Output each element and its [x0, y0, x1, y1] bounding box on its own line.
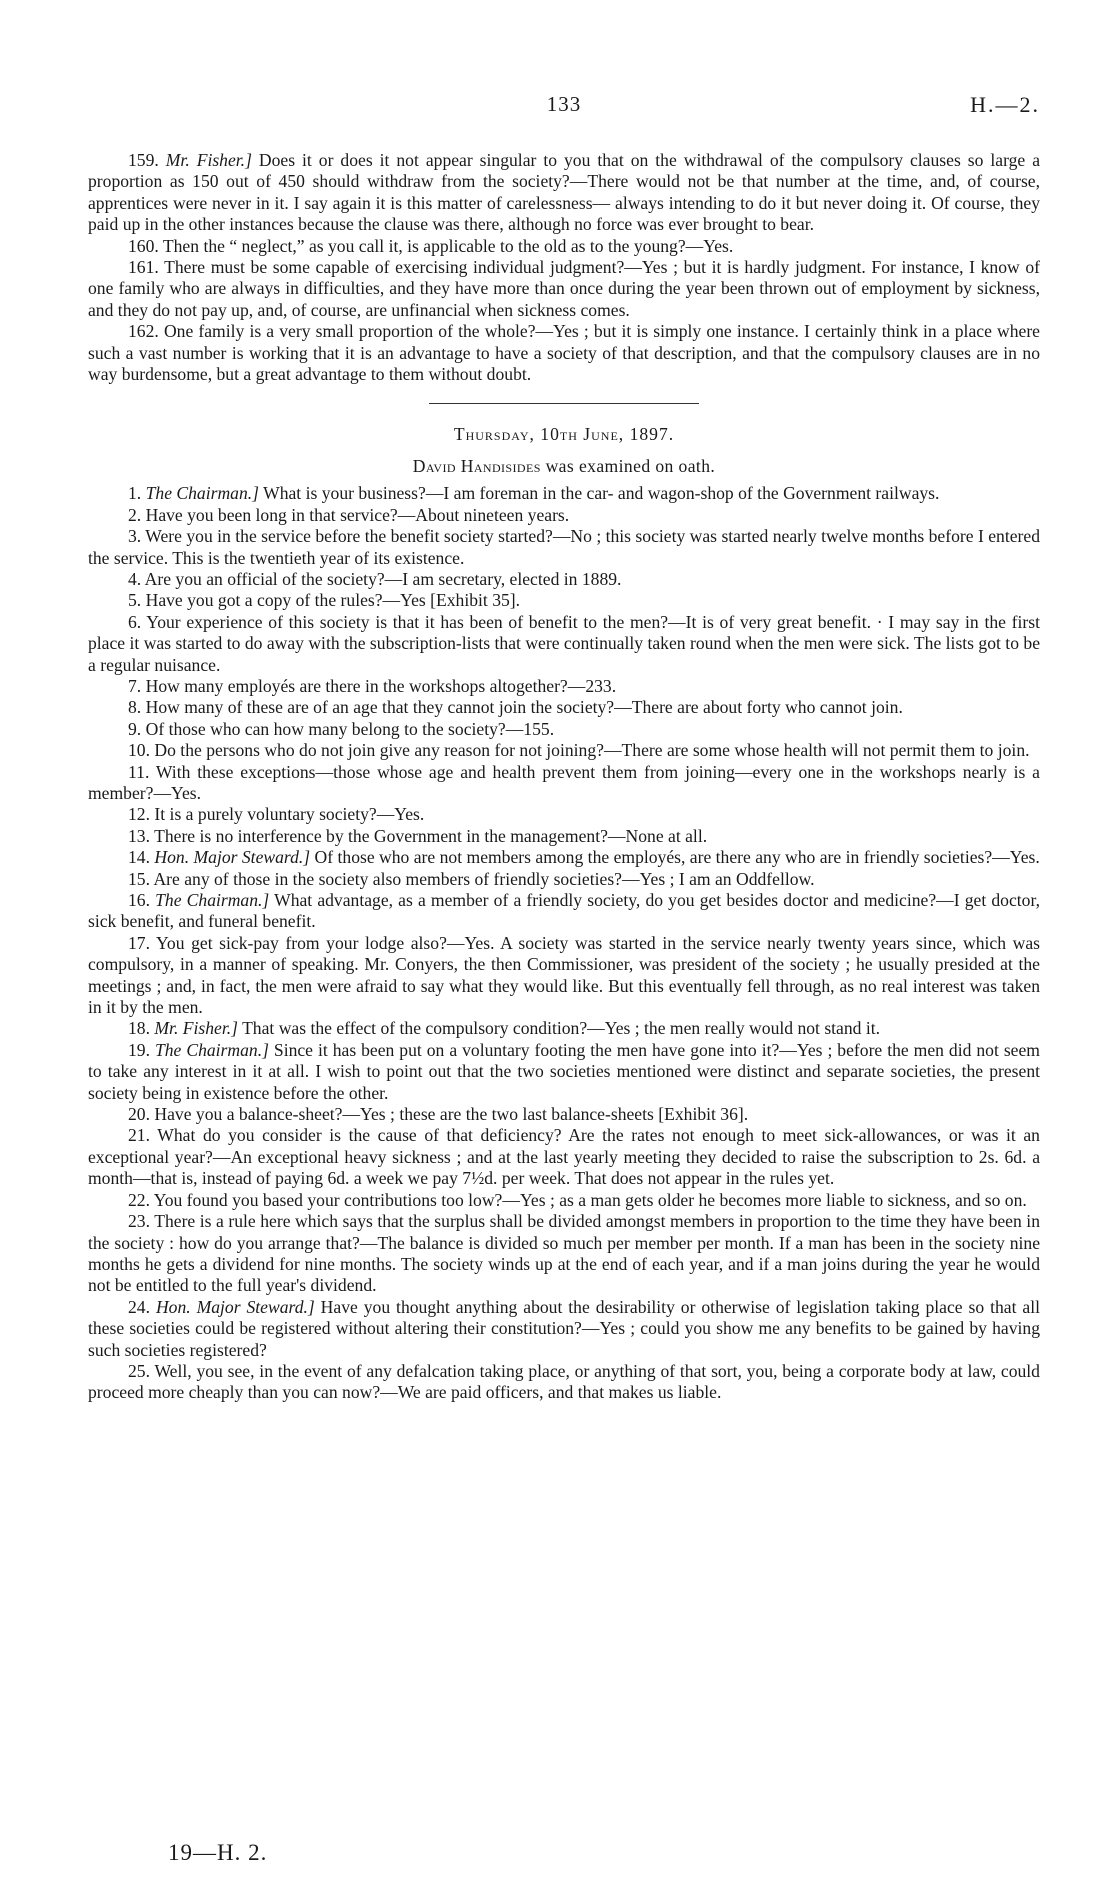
speaker-name: The Chairman.]	[154, 1039, 269, 1060]
question-text: Of those who are not members among the employés, are there any who are in friendly societies?—Yes.	[310, 847, 1040, 868]
question-paragraph	[88, 804, 1040, 825]
speaker-name: Mr. Fisher.]	[165, 150, 252, 170]
question-text: Do the persons who do not join give any reason for not joining?—There are some whose health will not permit them to join.	[154, 740, 1030, 761]
question-number: 4.	[128, 568, 142, 589]
question-paragraph	[88, 612, 1040, 676]
question-paragraph	[88, 150, 1040, 236]
question-paragraph	[88, 257, 1040, 321]
question-paragraph	[88, 740, 1040, 761]
question-paragraph	[88, 1040, 1040, 1104]
question-paragraph	[88, 869, 1040, 890]
question-text: What advantage, as a member of a friendly society, do you get besides doctor and medicine?—I get doctor, sick benefit, and funeral benefit.	[88, 890, 1040, 932]
question-paragraph	[88, 933, 1040, 1019]
question-text: Then the “ neglect,” as you call it, is applicable to the old as to the young?—Yes.	[162, 235, 734, 256]
witness-line	[88, 456, 1040, 477]
question-number: 20.	[128, 1104, 150, 1125]
question-paragraph	[88, 505, 1040, 526]
question-text: Were you in the service before the benefit society started?—No ; this society was started nearly twelve months before I entered the service. This is the twentieth year of its existence.	[88, 526, 1040, 568]
question-number: 1.	[128, 483, 142, 504]
section-divider	[429, 403, 699, 404]
question-text: What do you consider is the cause of that deficiency? Are the rates not enough to meet sick-allowances, or was it an exceptional year?—An exceptional heavy sickness ; and at the last yearly meeting they decided to raise the subscription to 2s. 6d. a month—that is, instead of paying 6d. a week we pay 7½d. per week. That does not appear in the rules yet.	[88, 1125, 1040, 1189]
question-paragraph	[88, 762, 1040, 805]
question-number: 8.	[128, 697, 142, 718]
question-number: 25.	[128, 1360, 150, 1381]
question-paragraph	[88, 1297, 1040, 1361]
question-text: How many of these are of an age that they cannot join the society?—There are about forty who cannot join.	[145, 697, 903, 718]
question-text: What is your business?—I am foreman in the car- and wagon-shop of the Government railways.	[259, 483, 940, 504]
question-text: That was the effect of the compulsory condition?—Yes ; the men really would not stand it.	[237, 1018, 881, 1039]
question-paragraph	[88, 1361, 1040, 1404]
question-number: 12.	[128, 804, 150, 825]
question-number: 16.	[128, 890, 150, 910]
question-text: How many employés are there in the workshops altogether?—233.	[145, 675, 617, 696]
question-number: 159.	[128, 150, 159, 170]
question-paragraph	[88, 1190, 1040, 1211]
question-text: Have you been long in that service?—About nineteen years.	[145, 504, 570, 525]
question-text: Your experience of this society is that it has been of benefit to the men?—It is of very great benefit. · I may say in the first place it was started to do away with the subscription-lists that were continually taken round when the men were sick. The lists got to be a regular nuisance.	[88, 611, 1040, 675]
question-text: Are any of those in the society also members of friendly societies?—Yes ; I am an Oddfellow.	[153, 868, 815, 889]
question-text: Are you an official of the society?—I am secretary, elected in 1889.	[144, 568, 622, 589]
question-paragraph	[88, 890, 1040, 933]
question-paragraph	[88, 1211, 1040, 1297]
question-number: 11.	[128, 761, 150, 782]
question-paragraph	[88, 526, 1040, 569]
question-number: 161.	[128, 257, 159, 278]
question-number: 19.	[128, 1039, 150, 1060]
question-number: 17.	[128, 932, 150, 953]
speaker-name: Mr. Fisher.]	[154, 1018, 238, 1039]
testimony-part-1	[88, 150, 1040, 385]
question-text: You get sick-pay from your lodge also?—Yes. A society was started in the service nearly twenty years since, which was compulsory, in a manner of speaking. Mr. Conyers, the then Commissioner, was president of the society ; he usually presided at the meetings ; and, in fact, the men were afraid to say what they would like. But this eventually fell through, as no real interest was taken in it by the men.	[88, 932, 1040, 1018]
question-paragraph	[88, 676, 1040, 697]
question-number: 18.	[128, 1018, 150, 1039]
question-text: There is a rule here which says that the surplus shall be divided amongst members in proportion to the time they have been in the society : how do you arrange that?—The balance is divided so much per member per month. If a man has been in the society nine months he gets a dividend for nine months. The society winds up at the end of each year, and if a man joins during the year he would not be entitled to the full year's dividend.	[88, 1211, 1040, 1296]
question-number: 15.	[128, 868, 150, 889]
question-text: Since it has been put on a voluntary footing the men have gone into it?—Yes ; before the men did not seem to take any interest in it at all. I wish to point out that the two societies mentioned were distinct and separate societies, the present society being in existence before the other.	[88, 1039, 1040, 1103]
question-text: Of those who can how many belong to the society?—155.	[145, 718, 555, 739]
question-paragraph	[88, 697, 1040, 718]
question-paragraph	[88, 321, 1040, 385]
question-number: 9.	[128, 718, 142, 739]
body-text	[88, 150, 1040, 1404]
page-number: 133	[546, 92, 582, 116]
witness-suffix: was examined on oath.	[540, 455, 716, 476]
question-paragraph	[88, 483, 1040, 504]
question-number: 24.	[128, 1296, 150, 1317]
session-date: Thursday, 10th June, 1897.	[453, 424, 675, 445]
question-text: Have you a balance-sheet?—Yes ; these are the two last balance-sheets [Exhibit 36].	[154, 1104, 749, 1125]
question-paragraph	[88, 569, 1040, 590]
question-paragraph	[88, 826, 1040, 847]
paper-id: H.—2.	[970, 92, 1040, 117]
question-text: Have you got a copy of the rules?—Yes [Exhibit 35].	[145, 590, 521, 611]
question-paragraph	[88, 1125, 1040, 1189]
question-text: Well, you see, in the event of any defalcation taking place, or anything of that sort, you, being a corporate body at law, could proceed more cheaply than you can now?—We are paid officers, and that makes us liable.	[88, 1360, 1040, 1403]
printer-signature: 19—H. 2.	[168, 1840, 268, 1865]
question-number: 7.	[128, 675, 142, 696]
question-number: 10.	[128, 740, 150, 761]
question-number: 22.	[128, 1189, 150, 1210]
page-header	[88, 0, 1040, 150]
question-text: There is no interference by the Government in the management?—None at all.	[154, 825, 708, 846]
witness-name: David Handisides	[412, 455, 541, 476]
question-number: 13.	[128, 825, 150, 846]
question-text: Does it or does it not appear singular to you that on the withdrawal of the compulsory clauses so large a proportion as 150 out of 450 should withdraw from the society?—There would not be that number at the time, and, of course, apprentices were never in it. I say again it is this matter of carelessness— always intending to do it but never doing it. Of course, they paid up in the other instances because the clause was there, although no force was ever brought to bear.	[88, 150, 1041, 235]
question-number: 160.	[128, 235, 159, 256]
question-number: 3.	[128, 526, 142, 547]
question-paragraph	[88, 590, 1040, 611]
question-text: There must be some capable of exercising individual judgment?—Yes ; but it is hardly judgment. For instance, I know of one family who are always in difficulties, and they have more than once during the year been thrown out of employment by sickness, and they do not pay up, and, of course, are unfinancial when sickness comes.	[88, 257, 1040, 320]
speaker-name: The Chairman.]	[155, 890, 270, 910]
question-paragraph	[88, 847, 1040, 868]
question-text: Have you thought anything about the desirability or otherwise of legislation taking place so that all these societies could be registered without altering their constitution?—Yes ; could you show me any benefits to be gained by having such societies registered?	[88, 1296, 1040, 1360]
speaker-name: Hon. Major Steward.]	[154, 847, 311, 868]
question-text: With these exceptions—those whose age and health prevent them from joining—every one in the workshops nearly is a member?—Yes.	[88, 761, 1040, 803]
question-paragraph	[88, 719, 1040, 740]
testimony-part-2	[88, 483, 1040, 1403]
question-paragraph	[88, 1018, 1040, 1039]
question-text: One family is a very small proportion of the whole?—Yes ; but it is simply one instance. I certainly think in a place where such a vast number is working that it is an advantage to have a society of that description, and that the compulsory clauses are in no way burdensome, but a great advantage to them without doubt.	[88, 321, 1040, 385]
question-paragraph	[88, 236, 1040, 257]
question-number: 5.	[128, 590, 142, 611]
speaker-name: The Chairman.]	[145, 483, 260, 504]
document-page	[88, 0, 1040, 1404]
question-number: 2.	[128, 504, 142, 525]
question-number: 14.	[128, 847, 150, 868]
question-number: 6.	[128, 611, 142, 632]
speaker-name: Hon. Major Steward.]	[155, 1296, 315, 1317]
question-number: 23.	[128, 1211, 150, 1232]
question-text: You found you based your contributions too low?—Yes ; as a man gets older he becomes more liable to sickness, and so on.	[153, 1189, 1027, 1210]
question-text: It is a purely voluntary society?—Yes.	[154, 804, 425, 825]
question-number: 162.	[128, 321, 159, 342]
question-number: 21.	[128, 1125, 150, 1146]
question-paragraph	[88, 1104, 1040, 1125]
